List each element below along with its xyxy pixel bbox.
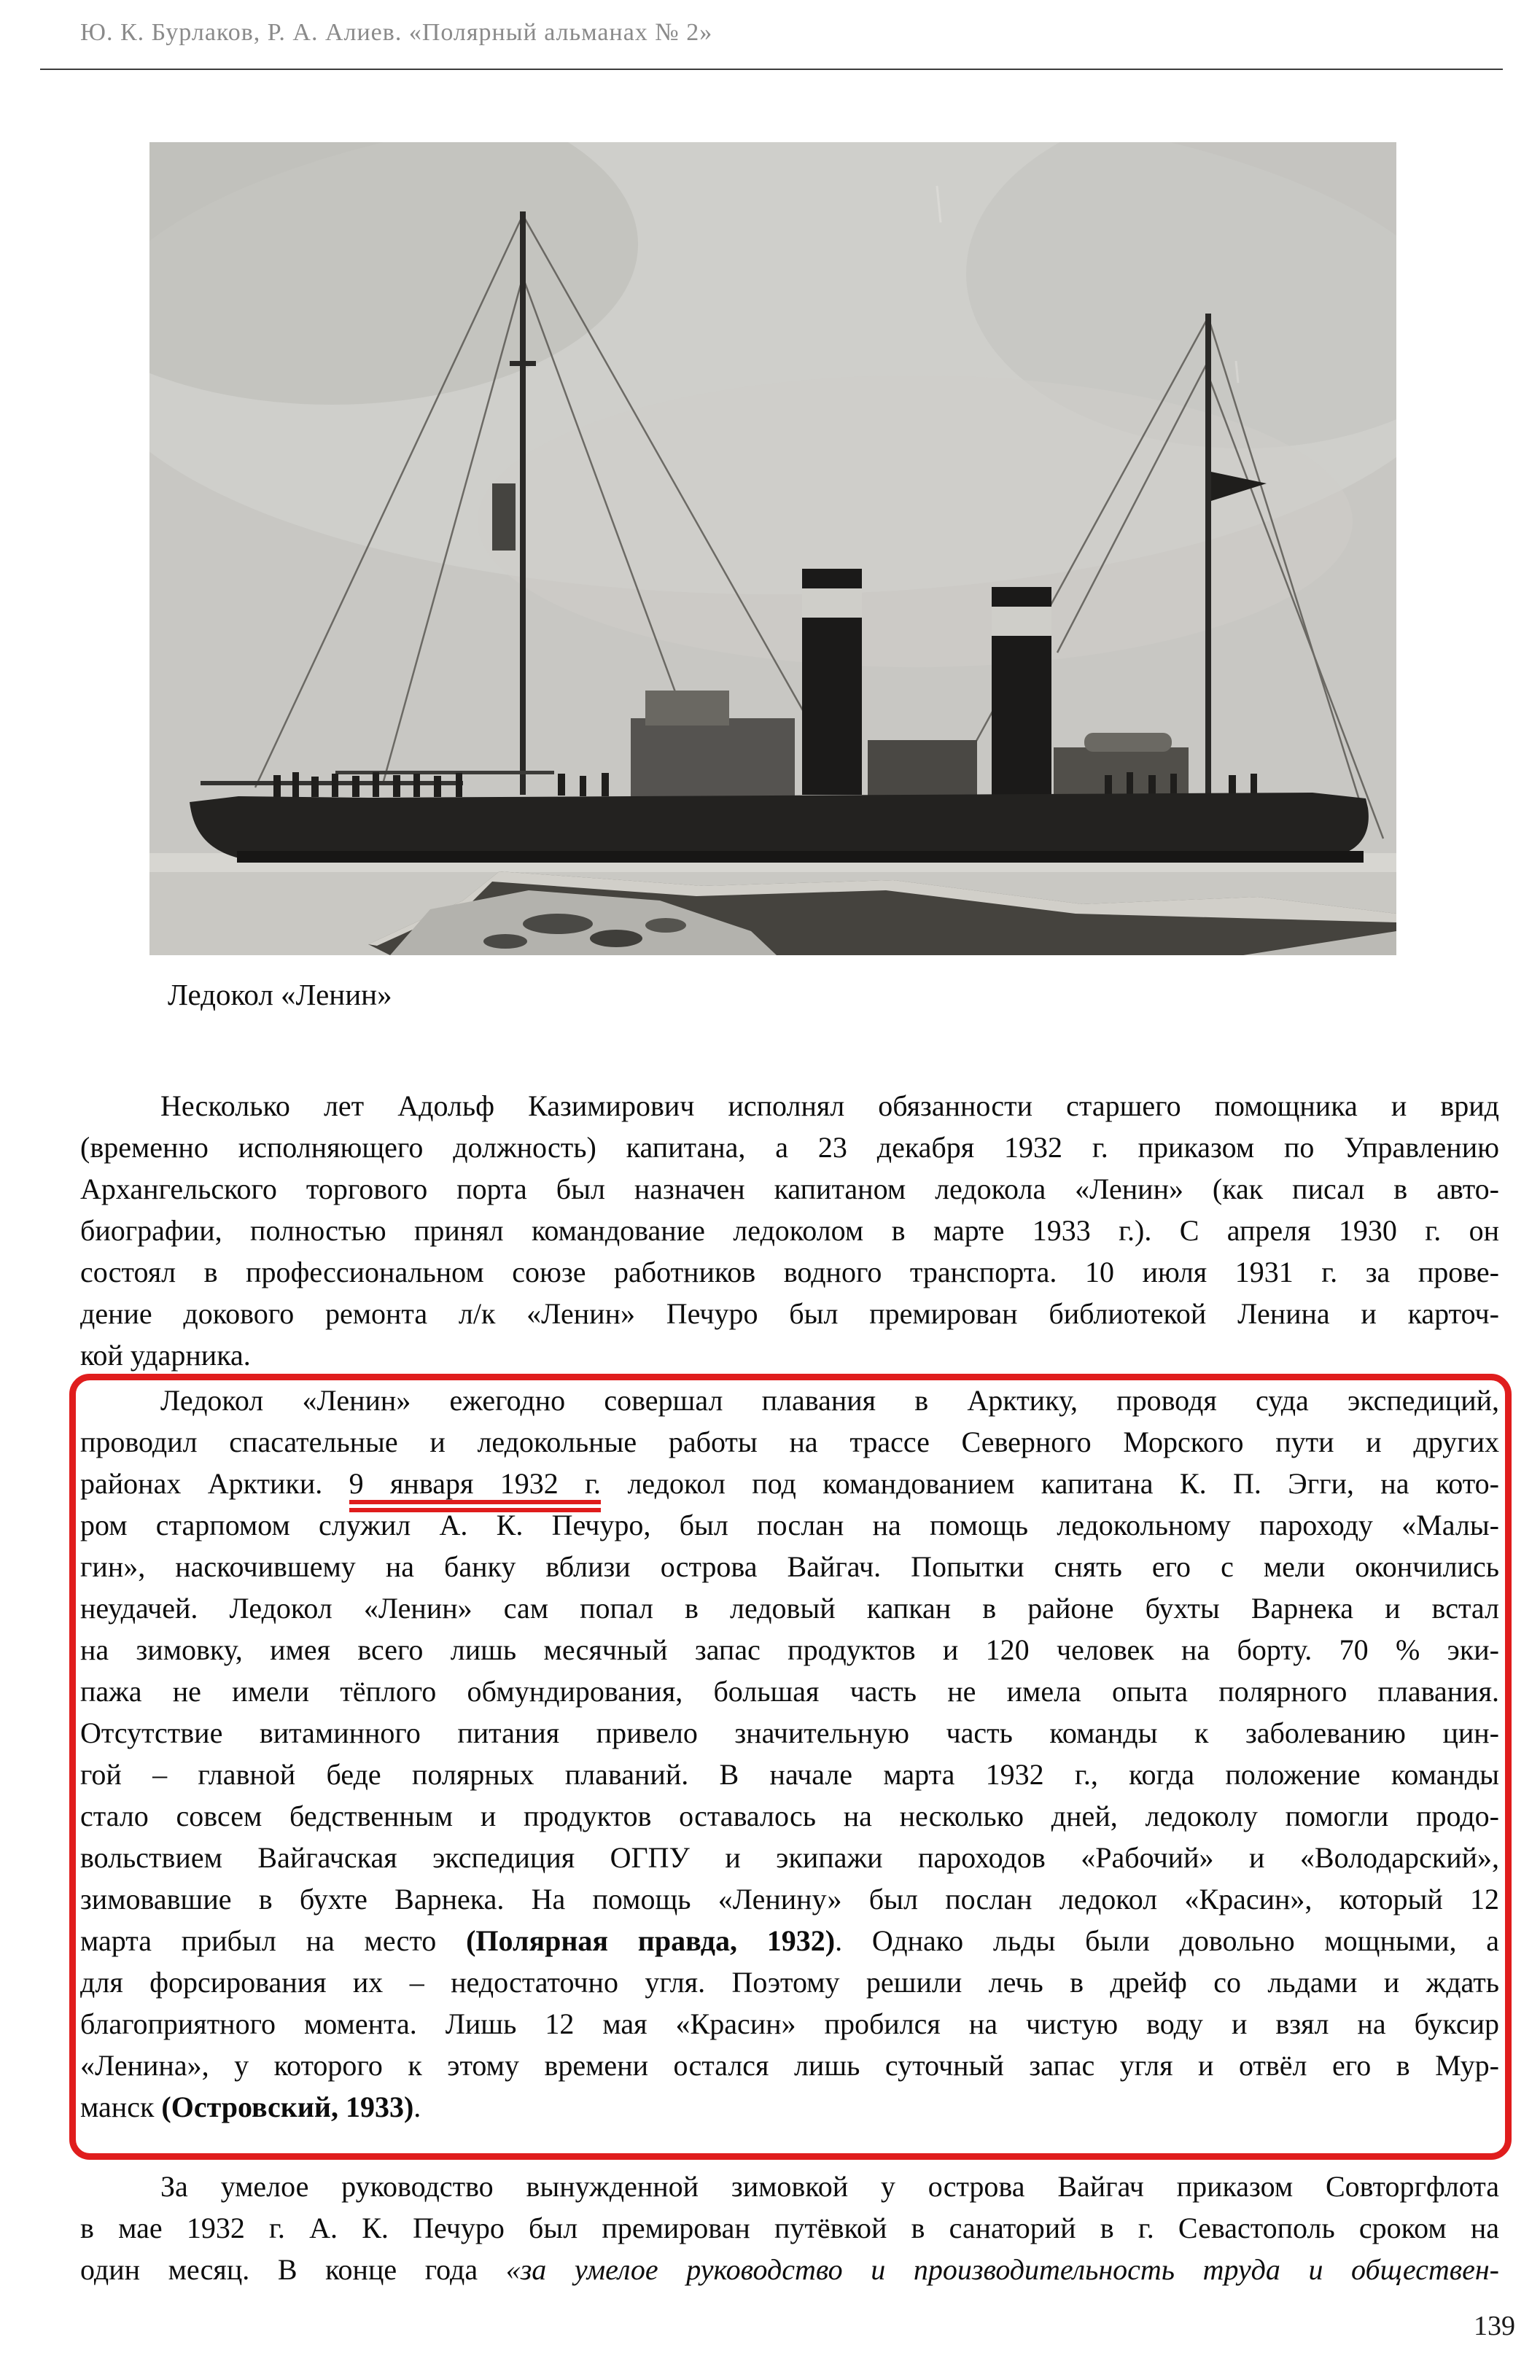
text-line: кой ударника. <box>80 1339 251 1372</box>
icebreaker-photo <box>149 142 1396 955</box>
text-line: для форсирования их – недостаточно угля. Поэтому решили лечь в дрейф со льдами и ждать <box>80 1966 1499 1999</box>
page-number: 139 <box>1474 2311 1515 2341</box>
text-line: гин», наскочившему на банку вблизи острова Вайгач. Попытки снять его с мели окончились <box>80 1550 1499 1583</box>
paragraph-biography <box>80 1085 1499 1376</box>
text-line: манск (Островский, 1933). <box>80 2091 421 2123</box>
text-line: гой – главной беде полярных плаваний. В начале марта 1932 г., когда положение команды <box>80 1758 1499 1791</box>
paragraph-boxed-1932-voyage <box>80 1380 1499 2128</box>
text-line: вольствием Вайгачская экспедиция ОГПУ и экипажи пароходов «Рабочий» и «Володарский», <box>80 1841 1499 1874</box>
photo-caption: Ледокол «Ленин» <box>168 978 392 1011</box>
text-line: биографии, полностью принял командование ледоколом в марте 1933 г.). С апреля 1930 г. он <box>80 1214 1499 1247</box>
text-line: стало совсем бедственным и продуктов оставалось на несколько дней, ледоколу помогли продо- <box>80 1800 1499 1832</box>
text-line: в мае 1932 г. А. К. Печуро был премирован путёвкой в санаторий в г. Севастополь сроком на <box>80 2212 1499 2244</box>
text-line: Ледокол «Ленин» ежегодно совершал плавания в Арктику, проводя суда экспедиций, <box>160 1384 1499 1417</box>
text-line: зимовавшие в бухте Варнека. На помощь «Ленину» был послан ледокол «Красин», который 12 <box>80 1883 1499 1916</box>
text-line: на зимовку, имея всего лишь месячный запас продуктов и 120 человек на борту. 70 % эки- <box>80 1633 1499 1666</box>
text-line: За умелое руководство вынужденной зимовкой у острова Вайгач приказом Совторгфлота <box>160 2170 1499 2203</box>
text-line: проводил спасательные и ледокольные работы на трассе Северного Морского пути и других <box>80 1426 1499 1458</box>
text-line: дение докового ремонта л/к «Ленин» Печуро был премирован библиотекой Ленина и карточ- <box>80 1297 1499 1330</box>
text-line: марта прибыл на место (Полярная правда, 1932). Однако льды были довольно мощными, а <box>80 1924 1500 1957</box>
text-line: «Ленина», у которого к этому времени остался лишь суточный запас угля и отвёл его в Мур- <box>80 2049 1499 2082</box>
text-line: Архангельского торгового порта был назначен капитаном ледокола «Ленин» (как писал в авто- <box>80 1172 1499 1205</box>
text-line: благоприятного момента. Лишь 12 мая «Красин» пробился на чистую воду и взял на буксир <box>80 2007 1499 2040</box>
text-line: ром старпомом служил А. К. Печуро, был послан на помощь ледокольному пароходу «Малы- <box>80 1509 1499 1541</box>
text-line: один месяц. В конце года «за умелое руководство и производительность труда и обществен- <box>80 2253 1499 2286</box>
paragraph-award <box>80 2166 1499 2290</box>
running-header: Ю. К. Бурлаков, Р. А. Алиев. «Полярный альманах № 2» <box>80 19 713 46</box>
text-line: Несколько лет Адольф Казимирович исполнял обязанности старшего помощника и врид <box>160 1089 1499 1122</box>
text-line: неудачей. Ледокол «Ленин» сам попал в ледовый капкан в районе бухты Варнека и встал <box>80 1592 1499 1625</box>
header-rule <box>40 69 1503 70</box>
red-double-underline: 9 января 1932 г. <box>349 1467 601 1512</box>
text-line: состоял в профессиональном союзе работников водного транспорта. 10 июля 1931 г. за прове- <box>80 1256 1499 1288</box>
text-line: пажа не имели тёплого обмундирования, большая часть не имела опыта полярного плавания. <box>80 1675 1499 1708</box>
text-line: районах Арктики. 9 января 1932 г. ледокол под командованием капитана К. П. Эгги, на кото- <box>80 1463 1499 1504</box>
text-line: Отсутствие витаминного питания привело значительную часть команды к заболеванию цин- <box>80 1716 1499 1749</box>
text-line: (временно исполняющего должность) капитана, а 23 декабря 1932 г. приказом по Управлению <box>80 1131 1499 1164</box>
icebreaker-photo-graphic <box>149 142 1396 955</box>
